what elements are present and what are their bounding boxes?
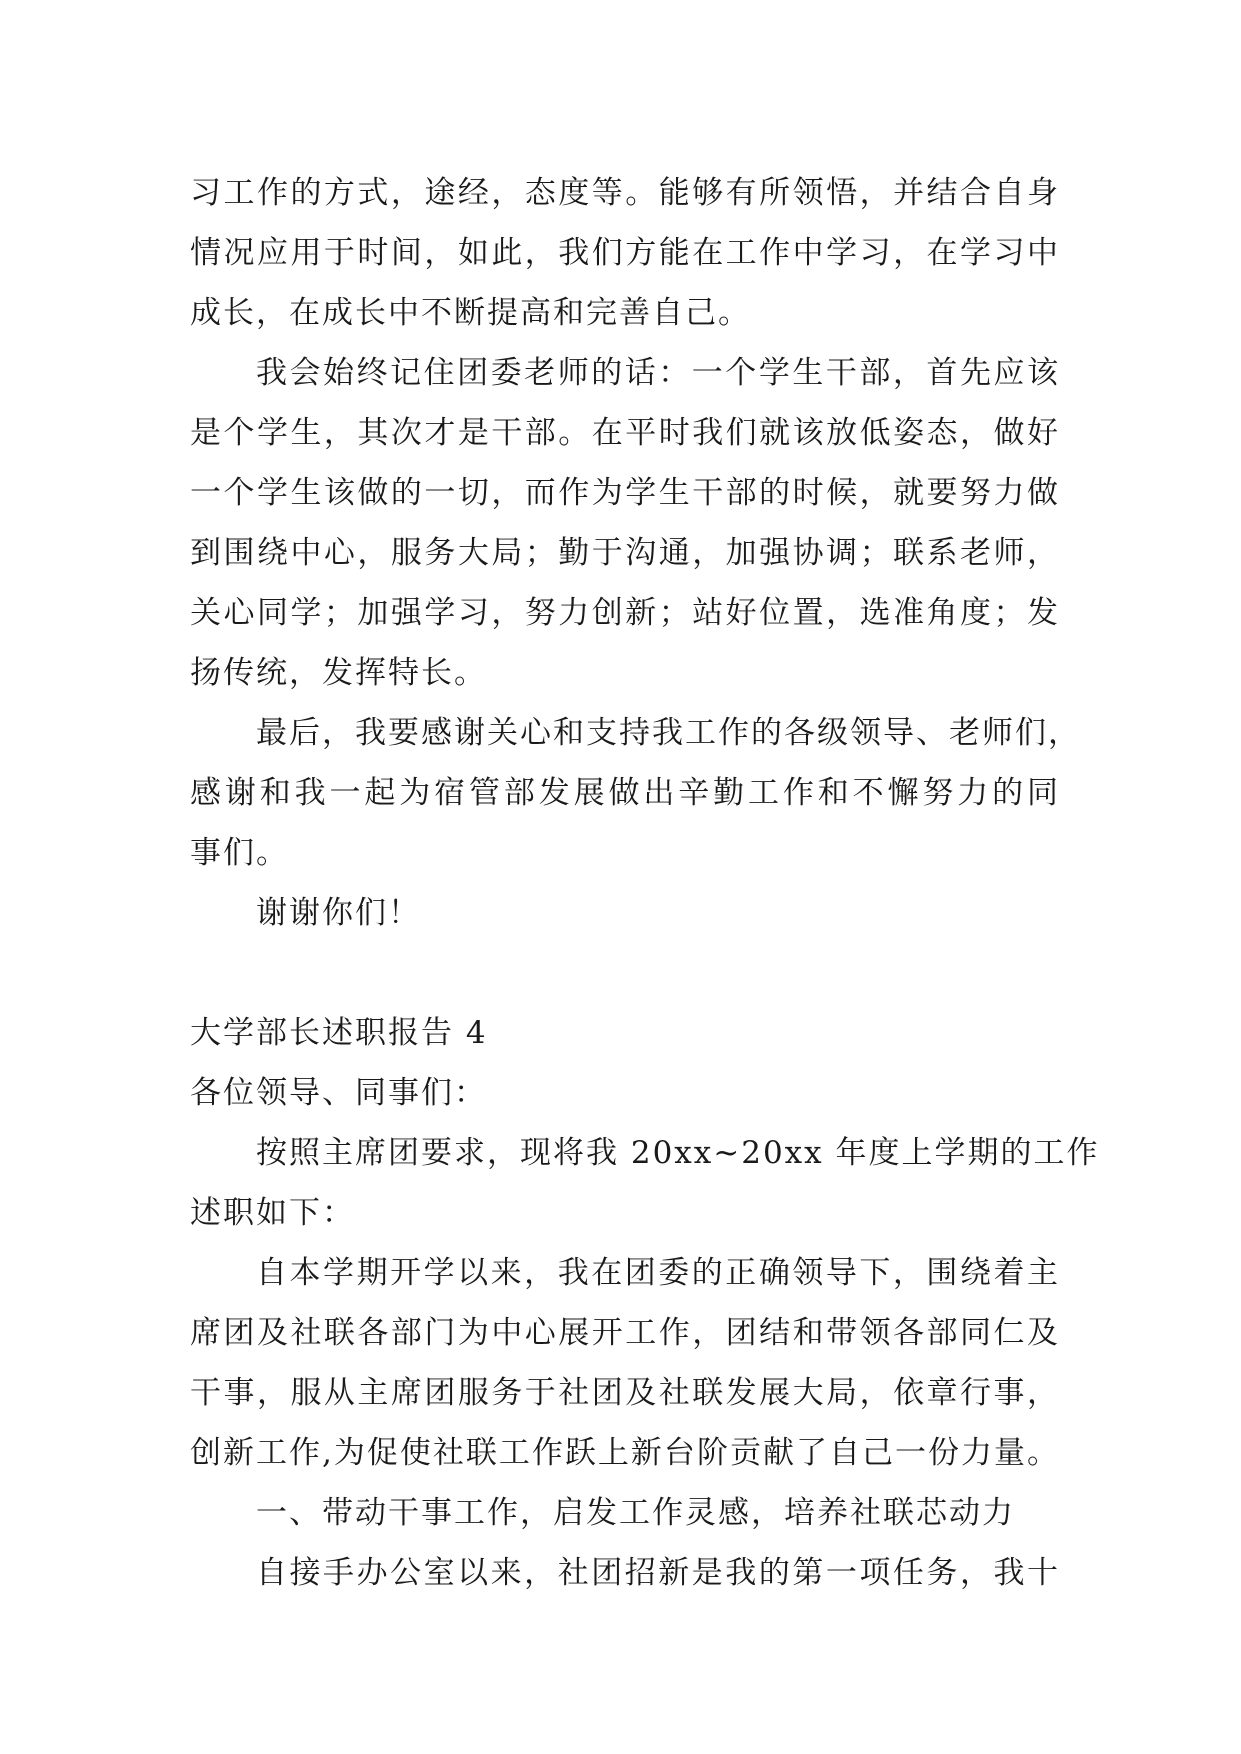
text-line: 干事，服从主席团服务于社团及社联发展大局，依章行事， [190, 1375, 1060, 1411]
subheading: 一、带动干事工作，启发工作灵感，培养社联芯动力 [256, 1495, 1015, 1531]
text-line: 感谢和我一起为宿管部发展做出辛勤工作和不懈努力的同 [190, 775, 1060, 811]
text-line: 自接手办公室以来，社团招新是我的第一项任务，我十 [256, 1555, 1060, 1591]
text-line: 我会始终记住团委老师的话：一个学生干部，首先应该 [256, 355, 1060, 391]
text-line: 到围绕中心，服务大局；勤于沟通，加强协调；联系老师， [190, 535, 1060, 571]
salutation: 各位领导、同事们： [190, 1075, 487, 1111]
text-line: 创新工作,为促使社联工作跃上新台阶贡献了自己一份力量。 [190, 1435, 1060, 1471]
text-line: 关心同学；加强学习，努力创新；站好位置，选准角度；发 [190, 595, 1060, 631]
text-line: 按照主席团要求，现将我 20xx~20xx 年度上学期的工作 [256, 1135, 1100, 1171]
text-line: 习工作的方式，途经，态度等。能够有所领悟，并结合自身 [190, 175, 1060, 211]
text-line: 是个学生，其次才是干部。在平时我们就该放低姿态，做好 [190, 415, 1060, 451]
blank-line [190, 943, 1060, 1003]
text-line: 事们。 [190, 835, 289, 871]
text-line: 成长，在成长中不断提高和完善自己。 [190, 295, 751, 331]
text-line: 情况应用于时间，如此，我们方能在工作中学习，在学习中 [190, 235, 1060, 271]
text-line: 扬传统，发挥特长。 [190, 655, 487, 691]
text-line: 最后，我要感谢关心和支持我工作的各级领导、老师们， [256, 715, 1081, 751]
text-line: 自本学期开学以来，我在团委的正确领导下，围绕着主 [256, 1255, 1060, 1291]
text-line: 述职如下： [190, 1195, 355, 1231]
closing-thanks: 谢谢你们！ [256, 895, 421, 931]
text-line: 席团及社联各部门为中心展开工作，团结和带领各部同仁及 [190, 1315, 1060, 1351]
document-body [190, 163, 1100, 1603]
section-title: 大学部长述职报告 4 [190, 1015, 488, 1051]
text-line: 一个学生该做的一切，而作为学生干部的时候，就要努力做 [190, 475, 1060, 511]
